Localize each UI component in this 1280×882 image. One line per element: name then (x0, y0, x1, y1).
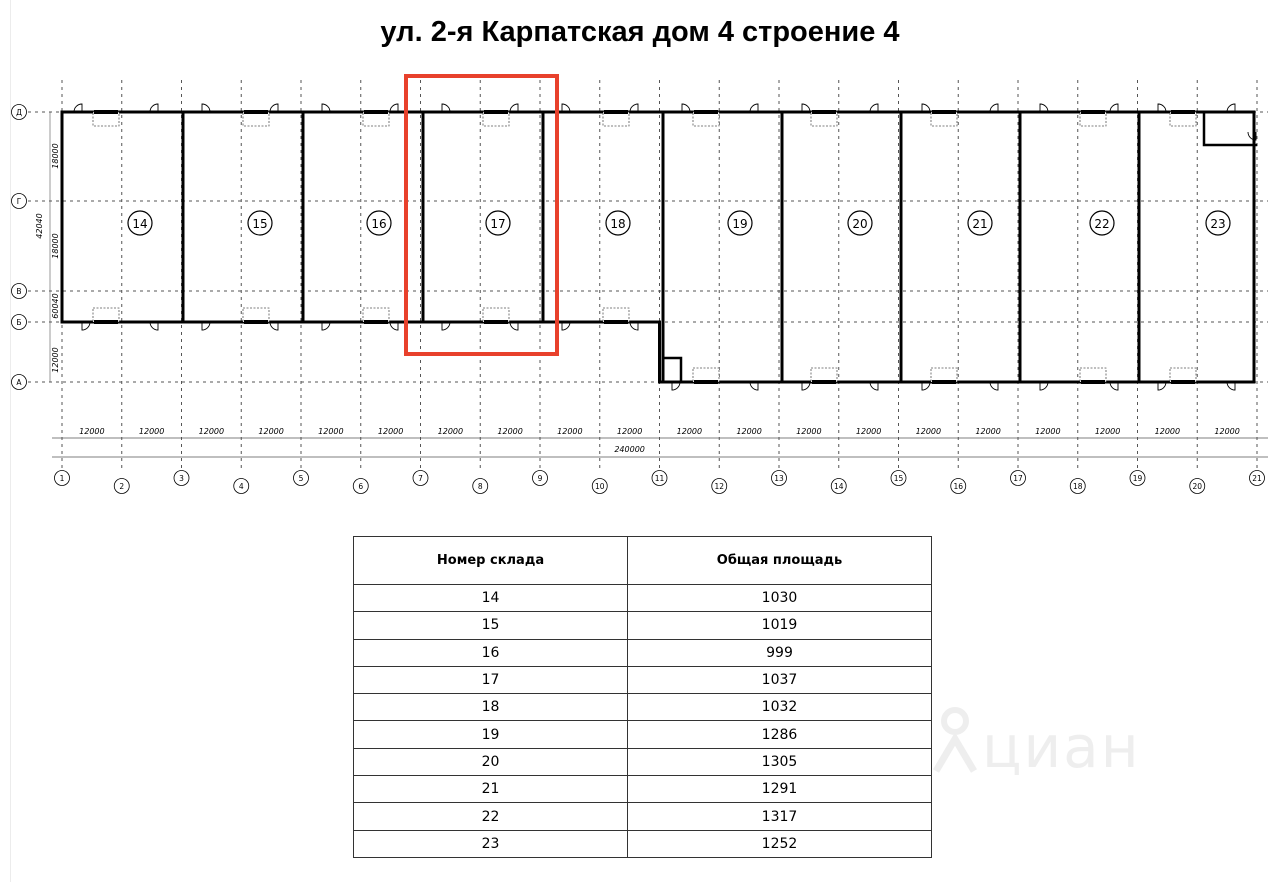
warehouse-number-cell: 23 (354, 830, 628, 857)
column-axis-label: 6 (358, 482, 364, 491)
table-header-row (354, 537, 932, 585)
warehouse-number-label: 22 (1094, 217, 1110, 231)
table-row (354, 830, 932, 857)
total-area-cell: 1305 (628, 748, 932, 775)
warehouse-number-cell: 16 (354, 639, 628, 666)
gate-opening (693, 112, 719, 126)
bay-dimension-label: 12000 (855, 427, 882, 436)
total-area-cell: 999 (628, 639, 932, 666)
gate-opening (363, 308, 389, 322)
warehouse-number-label: 19 (732, 217, 748, 231)
gate-opening (931, 112, 957, 126)
warehouse-number-label: 20 (852, 217, 868, 231)
table-row (354, 639, 932, 666)
column-axis-label: 17 (1013, 474, 1023, 483)
column-axis-label: 3 (179, 474, 184, 483)
row-axis-label: А (16, 378, 22, 387)
small-room-wall (1204, 112, 1256, 145)
warehouse-number-cell: 21 (354, 776, 628, 803)
column-axis-label: 18 (1072, 482, 1083, 491)
warehouse-number-cell: 15 (354, 612, 628, 639)
gate-opening (243, 112, 269, 126)
gate-opening (483, 308, 509, 322)
bay-dimension-label: 12000 (915, 427, 942, 436)
gate-opening (1080, 112, 1106, 126)
total-area-cell: 1317 (628, 803, 932, 830)
gate-opening (693, 368, 719, 382)
column-axis-label: 12 (714, 482, 725, 491)
column-axis-label: 16 (953, 482, 964, 491)
column-axis-label: 9 (537, 474, 543, 483)
table-row (354, 612, 932, 639)
bay-dimension-label: 12000 (1035, 427, 1061, 436)
bay-dimension-label: 12000 (676, 427, 703, 436)
warehouse-number-label: 14 (132, 217, 148, 231)
bay-dimension-label: 12000 (796, 427, 822, 436)
gate-opening (93, 112, 119, 126)
bay-dimension-label: 12000 (1154, 427, 1181, 436)
total-area-cell: 1252 (628, 830, 932, 857)
total-area-cell: 1037 (628, 666, 932, 693)
row-axis-label: Д (16, 108, 22, 117)
table-row (354, 694, 932, 721)
warehouse-area-table (353, 536, 932, 858)
vertical-dimension-label: 42040 (35, 213, 44, 239)
total-dimension-label: 240000 (614, 445, 645, 454)
bay-dimension-label: 12000 (1214, 427, 1240, 436)
gate-opening (93, 308, 119, 322)
column-header-warehouse-number: Номер склада (354, 537, 628, 585)
watermark-text: циан (982, 713, 1141, 781)
column-axis-label: 5 (298, 474, 304, 483)
gate-opening (1080, 368, 1106, 382)
vertical-dimension-label: 60040 (51, 293, 60, 319)
column-axis-label: 7 (418, 474, 423, 483)
gate-opening (931, 368, 957, 382)
warehouse-number-label: 18 (610, 217, 626, 231)
bay-dimension-label: 12000 (198, 427, 225, 436)
table-row (354, 776, 932, 803)
gate-opening (811, 112, 837, 126)
dimension-lines (35, 112, 1268, 457)
column-axis-label: 11 (654, 474, 665, 483)
gate-opening (603, 308, 629, 322)
watermark-logo (930, 705, 1140, 785)
total-area-cell: 1019 (628, 612, 932, 639)
column-axis-label: 4 (238, 482, 244, 491)
bay-dimension-label: 12000 (79, 427, 105, 436)
total-area-cell: 1030 (628, 585, 932, 612)
column-axis-label: 10 (594, 482, 605, 491)
warehouse-number-label: 15 (252, 217, 268, 231)
column-axis-label: 2 (119, 482, 125, 491)
column-axis-label: 14 (833, 482, 844, 491)
table-row (354, 585, 932, 612)
warehouse-labels (128, 211, 1230, 235)
column-axis-label: 15 (893, 474, 904, 483)
warehouse-number-cell: 14 (354, 585, 628, 612)
gate-opening (603, 112, 629, 126)
page-title: ул. 2-я Карпатская дом 4 строение 4 (380, 16, 900, 48)
bay-dimension-label: 12000 (497, 427, 523, 436)
warehouse-number-cell: 20 (354, 748, 628, 775)
bay-dimension-label: 12000 (377, 427, 404, 436)
gate-opening (811, 368, 837, 382)
bay-dimension-label: 12000 (557, 427, 583, 436)
column-axis-label: 19 (1132, 474, 1143, 483)
bay-dimension-label: 12000 (138, 427, 165, 436)
column-axis-label: 8 (477, 482, 483, 491)
table-row (354, 803, 932, 830)
bay-dimension-label: 12000 (258, 427, 284, 436)
column-axis-label: 20 (1192, 482, 1203, 491)
table-row (354, 666, 932, 693)
bay-dimension-label: 12000 (437, 427, 464, 436)
column-axis-label: 21 (1252, 474, 1262, 483)
vertical-dimension-label: 18000 (51, 143, 60, 169)
warehouse-number-label: 17 (490, 217, 506, 231)
warehouse-number-label: 21 (972, 217, 988, 231)
bay-dimension-label: 12000 (1094, 427, 1121, 436)
gate-opening (483, 112, 509, 126)
gate-opening (363, 112, 389, 126)
column-axis-label: 1 (59, 474, 65, 483)
bay-dimension-label: 12000 (616, 427, 643, 436)
floor-plan (0, 60, 1280, 500)
column-header-total-area: Общая площадь (628, 537, 932, 585)
vertical-dimension-label: 18000 (51, 233, 60, 259)
warehouse-number-cell: 17 (354, 666, 628, 693)
row-axis-label: Б (16, 318, 22, 327)
warehouse-number-label: 16 (371, 217, 387, 231)
total-area-cell: 1286 (628, 721, 932, 748)
row-axis-label: В (16, 287, 22, 296)
warehouse-number-cell: 19 (354, 721, 628, 748)
gate-opening (243, 308, 269, 322)
location-pin-icon (930, 705, 980, 775)
gate-opening (1170, 112, 1196, 126)
vertical-dimension-label: 12000 (51, 347, 60, 373)
warehouse-number-label: 23 (1210, 217, 1226, 231)
gate-opening (1170, 368, 1196, 382)
total-area-cell: 1291 (628, 776, 932, 803)
small-room-wall (663, 358, 681, 382)
column-axis-label: 13 (774, 474, 784, 483)
bay-dimension-label: 12000 (736, 427, 762, 436)
bay-dimension-label: 12000 (318, 427, 344, 436)
table-row (354, 748, 932, 775)
warehouse-number-cell: 22 (354, 803, 628, 830)
row-axis-label: Г (16, 197, 22, 206)
highlighted-warehouse-frame (406, 76, 557, 354)
warehouse-number-cell: 18 (354, 694, 628, 721)
doors (74, 104, 1256, 390)
total-area-cell: 1032 (628, 694, 932, 721)
bay-dimension-label: 12000 (975, 427, 1001, 436)
table-row (354, 721, 932, 748)
